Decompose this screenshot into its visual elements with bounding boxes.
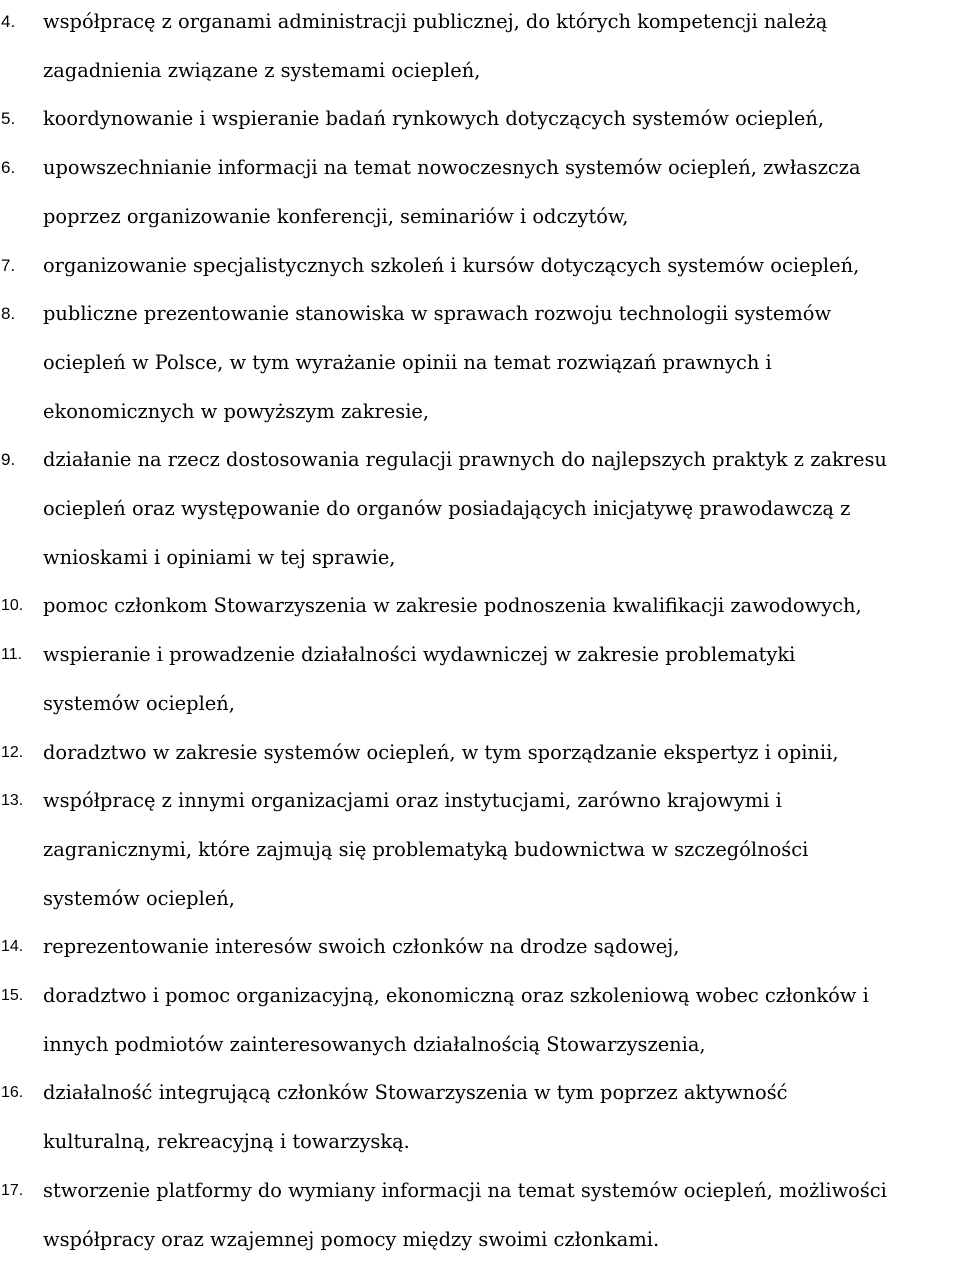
list-item-line: organizowanie specjalistycznych szkoleń i kursów dotyczących systemów ociepleń, <box>43 253 860 277</box>
list-item-text <box>41 95 960 144</box>
list-item-number: 12. <box>1 743 24 761</box>
list-item-line: ociepleń oraz występowanie do organów posiadających inicjatywę prawodawczą z <box>43 497 851 521</box>
list-item-number: 8. <box>1 304 16 324</box>
list-item-line: zagadnienia związane z systemami ociepleń, <box>43 58 481 82</box>
list-item-line: współpracy oraz wzajemnej pomocy między swoimi członkami. <box>43 1227 660 1251</box>
list-item-line: reprezentowanie interesów swoich członków na drodze sądowej, <box>43 935 680 959</box>
list-item-text <box>41 1069 960 1166</box>
list-item-text <box>41 729 960 778</box>
list-item-line: działanie na rzecz dostosowania regulacji prawnych do najlepszych praktyk z zakresu <box>43 448 887 472</box>
list-item-line: doradztwo w zakresie systemów ociepleń, w tym sporządzanie ekspertyz i opinii, <box>43 740 839 764</box>
list-item-line: wnioskami i opiniami w tej sprawie, <box>43 545 396 569</box>
list-item-number: 14. <box>1 938 24 956</box>
list-item-number: 5. <box>1 109 16 129</box>
list-item-line: ociepleń w Polsce, w tym wyrażanie opinii na temat rozwiązań prawnych i <box>43 350 772 374</box>
list-item <box>0 972 960 1069</box>
list-item-line: upowszechnianie informacji na temat nowoczesnych systemów ociepleń, zwłaszcza <box>43 156 861 180</box>
list-item-number: 11. <box>1 646 23 664</box>
list-item <box>0 729 960 778</box>
list-item-number: 17. <box>1 1181 24 1199</box>
list-item-line: współpracę z innymi organizacjami oraz instytucjami, zarówno krajowymi i <box>43 789 782 813</box>
list-item-number: 15. <box>1 987 24 1005</box>
list-item <box>0 923 960 972</box>
list-item-text <box>41 242 960 291</box>
list-item <box>0 242 960 291</box>
list-item <box>0 95 960 144</box>
list-item-line: współpracę z organami administracji publicznej, do których kompetencji należą <box>43 10 828 33</box>
list-item-number: 4. <box>1 12 16 31</box>
list-item-line: kulturalną, rekreacyjną i towarzyską. <box>43 1130 410 1154</box>
list-item-number: 13. <box>1 792 24 810</box>
list-item-text <box>41 582 960 631</box>
list-item-text <box>41 436 960 582</box>
list-item-line: systemów ociepleń, <box>43 886 235 910</box>
list-item-line: pomoc członkom Stowarzyszenia w zakresie podnoszenia kwalifikacji zawodowych, <box>43 594 862 618</box>
list-item-line: koordynowanie i wspieranie badań rynkowych dotyczących systemów ociepleń, <box>43 107 825 131</box>
list-item-line: działalność integrującą członków Stowarzyszenia w tym poprzez aktywność <box>43 1081 788 1105</box>
list-item-text <box>41 0 960 95</box>
list-item-text <box>41 631 960 728</box>
list-item <box>0 144 960 241</box>
list-item-number: 6. <box>1 158 16 178</box>
list-item-number: 10. <box>1 597 24 615</box>
list-item <box>0 631 960 728</box>
list-item-line: innych podmiotów zainteresowanych działalnością Stowarzyszenia, <box>43 1032 706 1056</box>
list-item-text <box>41 777 960 923</box>
list-item-line: systemów ociepleń, <box>43 691 235 715</box>
list-item-line: ekonomicznych w powyższym zakresie, <box>43 399 430 423</box>
list-item <box>0 1167 960 1264</box>
list-item-line: doradztwo i pomoc organizacyjną, ekonomiczną oraz szkoleniową wobec członków i <box>43 984 869 1008</box>
list-item-line: zagranicznymi, które zajmują się problematyką budownictwa w szczególności <box>43 837 809 861</box>
list-item-line: publiczne prezentowanie stanowiska w sprawach rozwoju technologii systemów <box>43 302 832 326</box>
list-item-text <box>41 144 960 241</box>
list-item <box>0 777 960 923</box>
list-item-number: 16. <box>1 1084 24 1102</box>
list-item-text <box>41 972 960 1069</box>
list-item <box>0 290 960 436</box>
list-item-text <box>41 1167 960 1264</box>
list-item <box>0 0 960 95</box>
list-item-line: stworzenie platformy do wymiany informacji na temat systemów ociepleń, możliwości <box>43 1178 887 1202</box>
list-item <box>0 582 960 631</box>
list-item-number: 9. <box>1 450 16 470</box>
list-item-text <box>41 923 960 972</box>
list-item-line: poprzez organizowanie konferencji, seminariów i odczytów, <box>43 204 629 228</box>
list-item <box>0 1069 960 1166</box>
list-item-number: 7. <box>1 255 16 275</box>
list-item-line: wspieranie i prowadzenie działalności wydawniczej w zakresie problematyki <box>43 643 796 667</box>
list-item-text <box>41 290 960 436</box>
list-item <box>0 436 960 582</box>
